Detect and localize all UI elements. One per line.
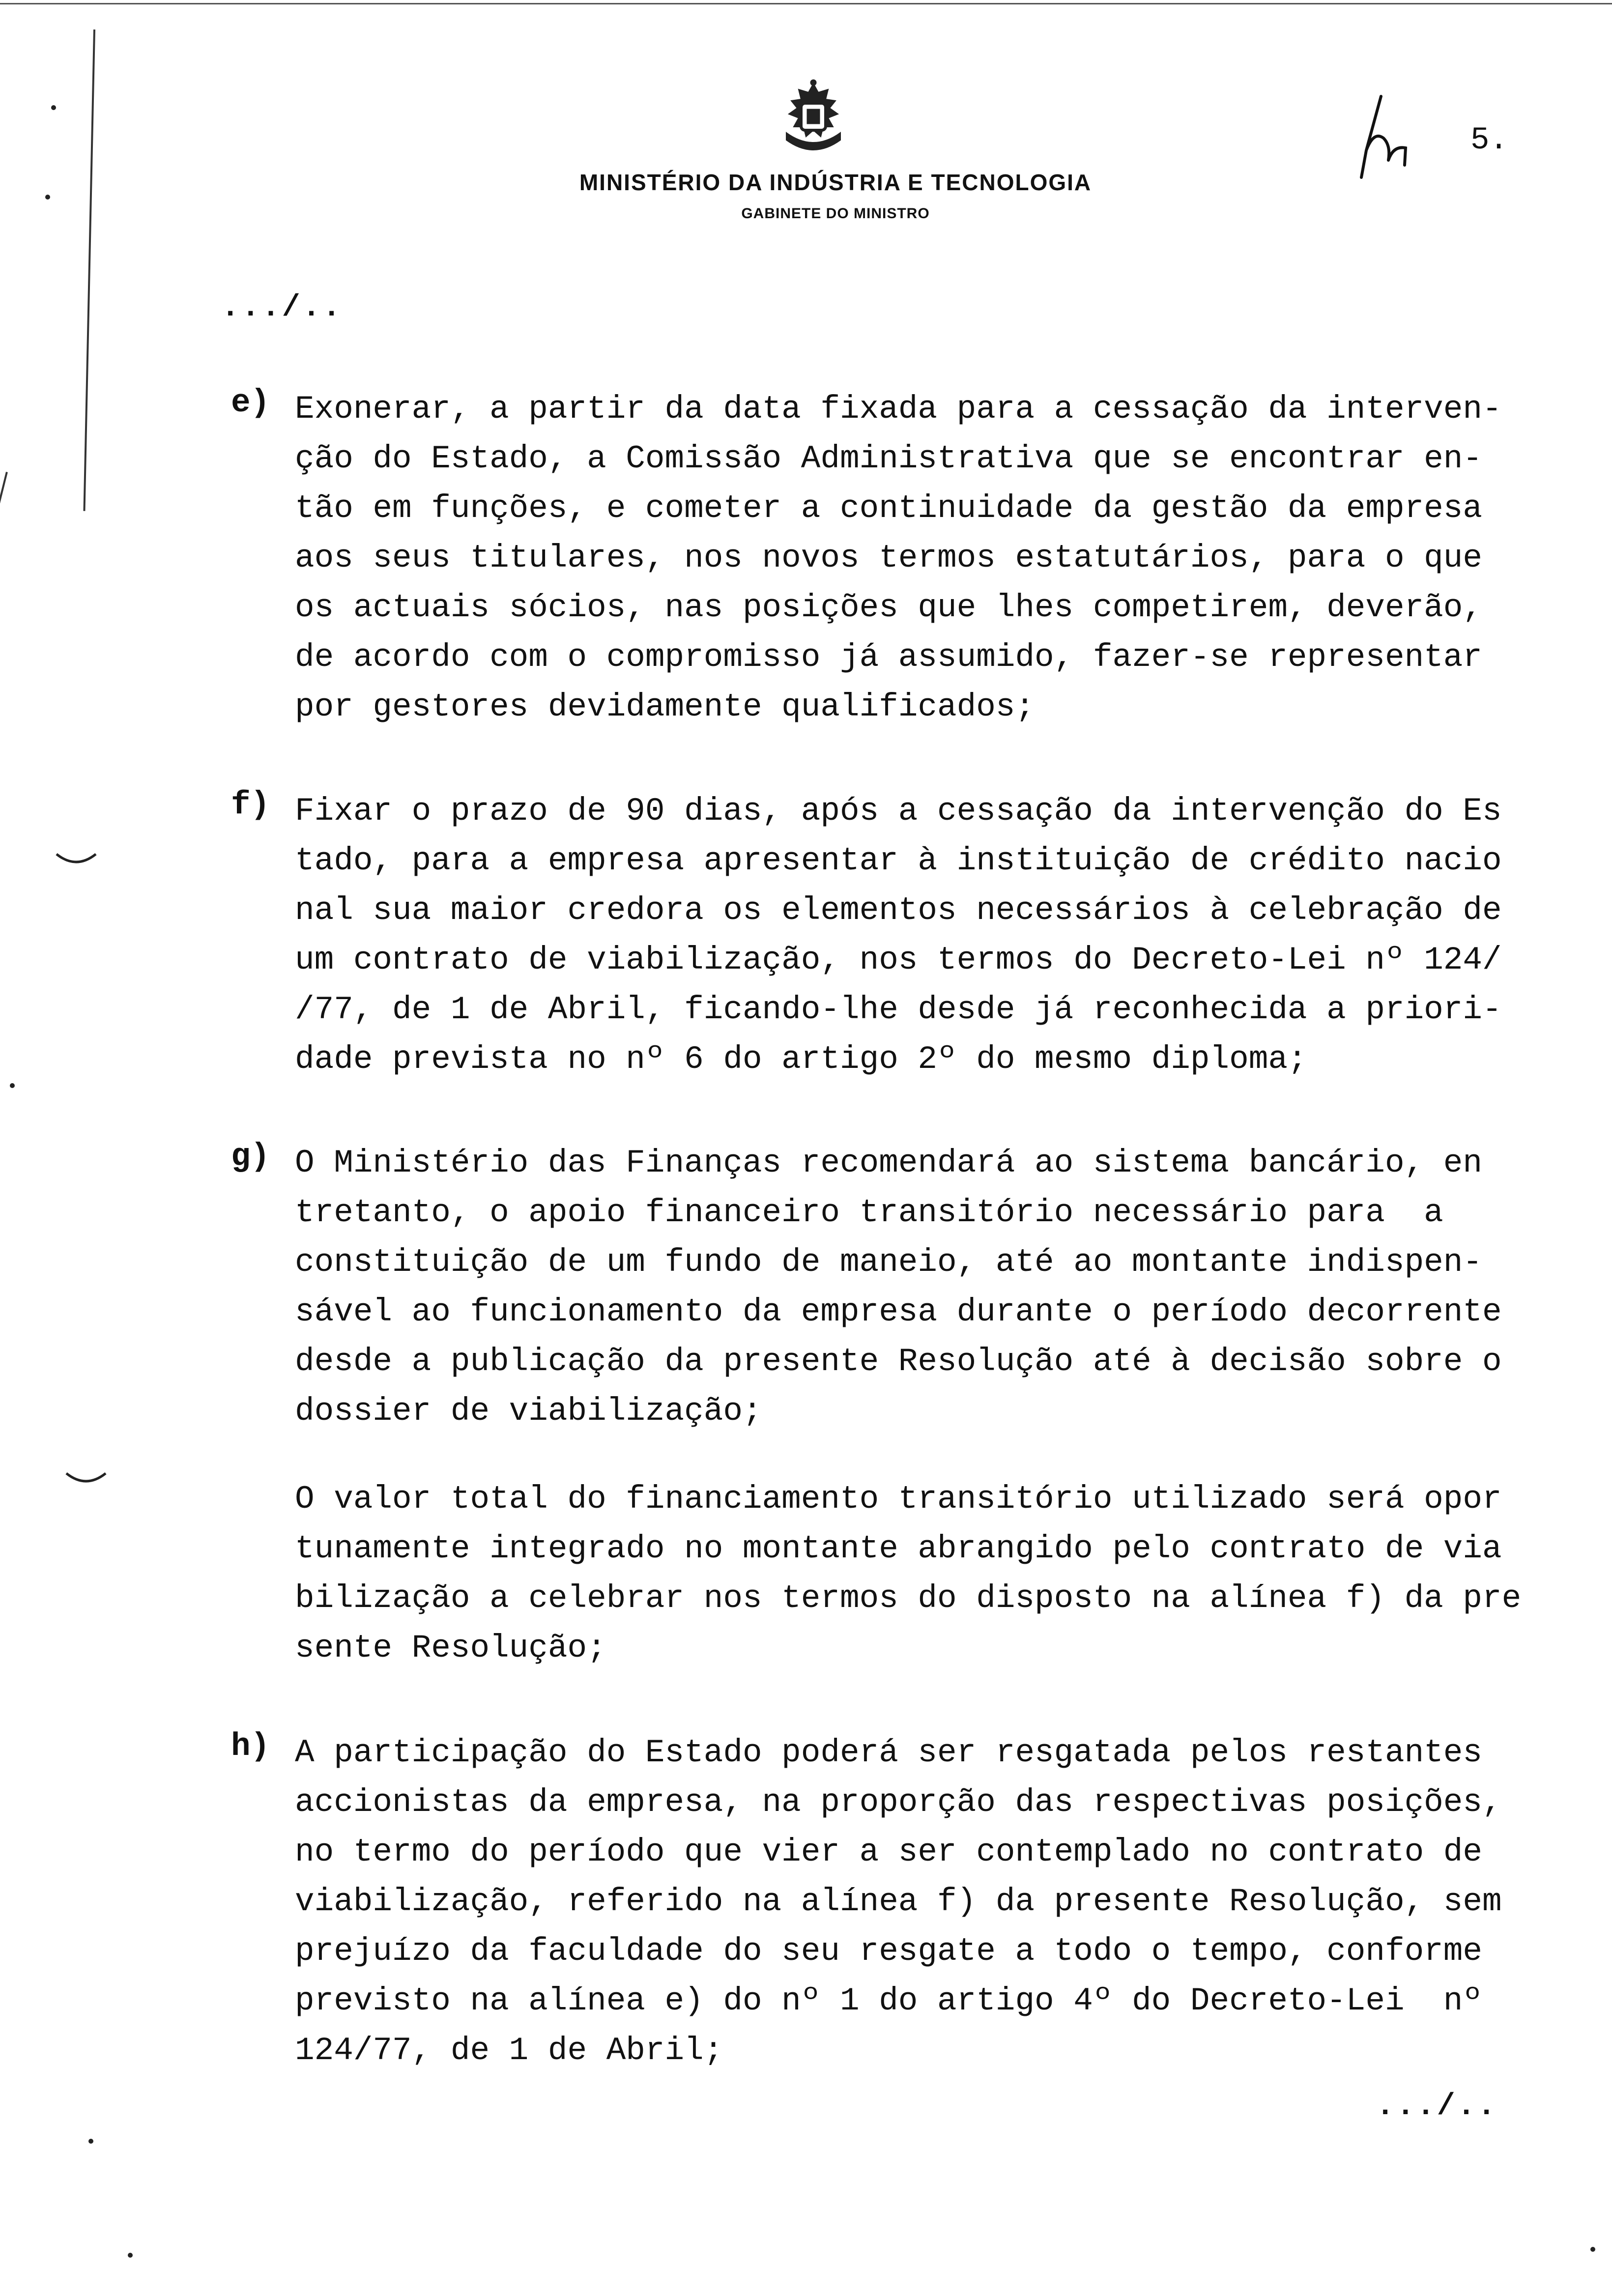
scan-speck — [51, 105, 56, 110]
clause-line: ção do Estado, a Comissão Administrativa que se encontrar en- — [295, 440, 1482, 477]
clause-line: nal sua maior credora os elementos necessários à celebração de — [295, 892, 1502, 929]
margin-pen-line — [83, 29, 95, 511]
clause-line: Fixar o prazo de 90 dias, após a cessação da intervenção do Es — [295, 793, 1502, 830]
clause-label: f) — [231, 786, 270, 823]
clause-line: 124/77, de 1 de Abril; — [295, 2032, 723, 2069]
scan-speck — [10, 1083, 15, 1088]
ministry-title: MINISTÉRIO DA INDÚSTRIA E TECNOLOGIA — [579, 170, 1092, 195]
clause-line: de acordo com o compromisso já assumido, fazer-se representar — [295, 639, 1482, 676]
cabinet-subtitle: GABINETE DO MINISTRO — [741, 205, 930, 222]
handwritten-initials-icon — [1347, 91, 1425, 180]
clause-line: tado, para a empresa apresentar à instituição de crédito nacio — [295, 842, 1502, 879]
clause-line: prejuízo da faculdade do seu resgate a todo o tempo, conforme — [295, 1933, 1482, 1970]
clause-label: e) — [231, 384, 270, 421]
scan-speck — [45, 195, 50, 200]
clause-line: sável ao funcionamento da empresa durante o período decorrente — [295, 1293, 1502, 1330]
clause-line: no termo do período que vier a ser contemplado no contrato de — [295, 1834, 1482, 1870]
continuation-mark-top: .../.. — [221, 290, 343, 325]
clause-text — [295, 384, 1533, 732]
note-line: sente Resolução; — [295, 1630, 606, 1666]
clause-line: os actuais sócios, nas posições que lhes competirem, deverão, — [295, 589, 1482, 626]
coat-of-arms-icon — [772, 79, 855, 160]
clause-line: dossier de viabilização; — [295, 1393, 762, 1430]
scan-speck — [1590, 2247, 1595, 2252]
clause-label: h) — [231, 1728, 270, 1765]
clause-text — [295, 786, 1533, 1084]
check-mark-icon — [54, 850, 98, 870]
clause-line: constituição de um fundo de maneio, até ao montante indispen- — [295, 1244, 1482, 1281]
clause-line: /77, de 1 de Abril, ficando-lhe desde já reconhecida a priori- — [295, 991, 1502, 1028]
note-line: bilização a celebrar nos termos do disposto na alínea f) da pre — [295, 1580, 1522, 1617]
clause-text — [295, 1728, 1533, 2075]
scan-edge-line — [0, 3, 1612, 4]
clause-line: previsto na alínea e) do nº 1 do artigo 4º do Decreto-Lei nº — [295, 1982, 1482, 2019]
clause-line: tretanto, o apoio financeiro transitório necessário para a — [295, 1194, 1443, 1231]
clause-line: aos seus titulares, nos novos termos estatutários, para o que — [295, 540, 1482, 576]
note-line: O valor total do financiamento transitório utilizado será opor — [295, 1481, 1502, 1518]
continuation-mark-bottom: .../.. — [1376, 2089, 1498, 2124]
scan-speck — [88, 2139, 93, 2144]
margin-pen-line-lower — [0, 472, 8, 563]
page-number: 5. — [1470, 123, 1508, 158]
clause-line: por gestores devidamente qualificados; — [295, 689, 1035, 725]
clause-line: tão em funções, e cometer a continuidade da gestão da empresa — [295, 490, 1482, 527]
clause-line: A participação do Estado poderá ser resgatada pelos restantes — [295, 1734, 1482, 1771]
check-mark-icon — [64, 1469, 108, 1489]
clause-line: dade prevista no nº 6 do artigo 2º do mesmo diploma; — [295, 1041, 1307, 1078]
clause-line: O Ministério das Finanças recomendará ao sistema bancário, en — [295, 1145, 1482, 1181]
clause-line: desde a publicação da presente Resolução até à decisão sobre o — [295, 1343, 1502, 1380]
clause-line: Exonerar, a partir da data fixada para a cessação da interven- — [295, 391, 1502, 428]
clause-text — [295, 1138, 1533, 1436]
note-line: tunamente integrado no montante abrangido pelo contrato de via — [295, 1530, 1502, 1567]
clause-label: g) — [231, 1138, 270, 1175]
clause-line: um contrato de viabilização, nos termos do Decreto-Lei nº 124/ — [295, 942, 1502, 978]
clause-line: accionistas da empresa, na proporção das respectivas posições, — [295, 1784, 1502, 1821]
scan-speck — [128, 2253, 133, 2258]
clause-line: viabilização, referido na alínea f) da presente Resolução, sem — [295, 1883, 1502, 1920]
clause-g-note — [295, 1474, 1533, 1673]
